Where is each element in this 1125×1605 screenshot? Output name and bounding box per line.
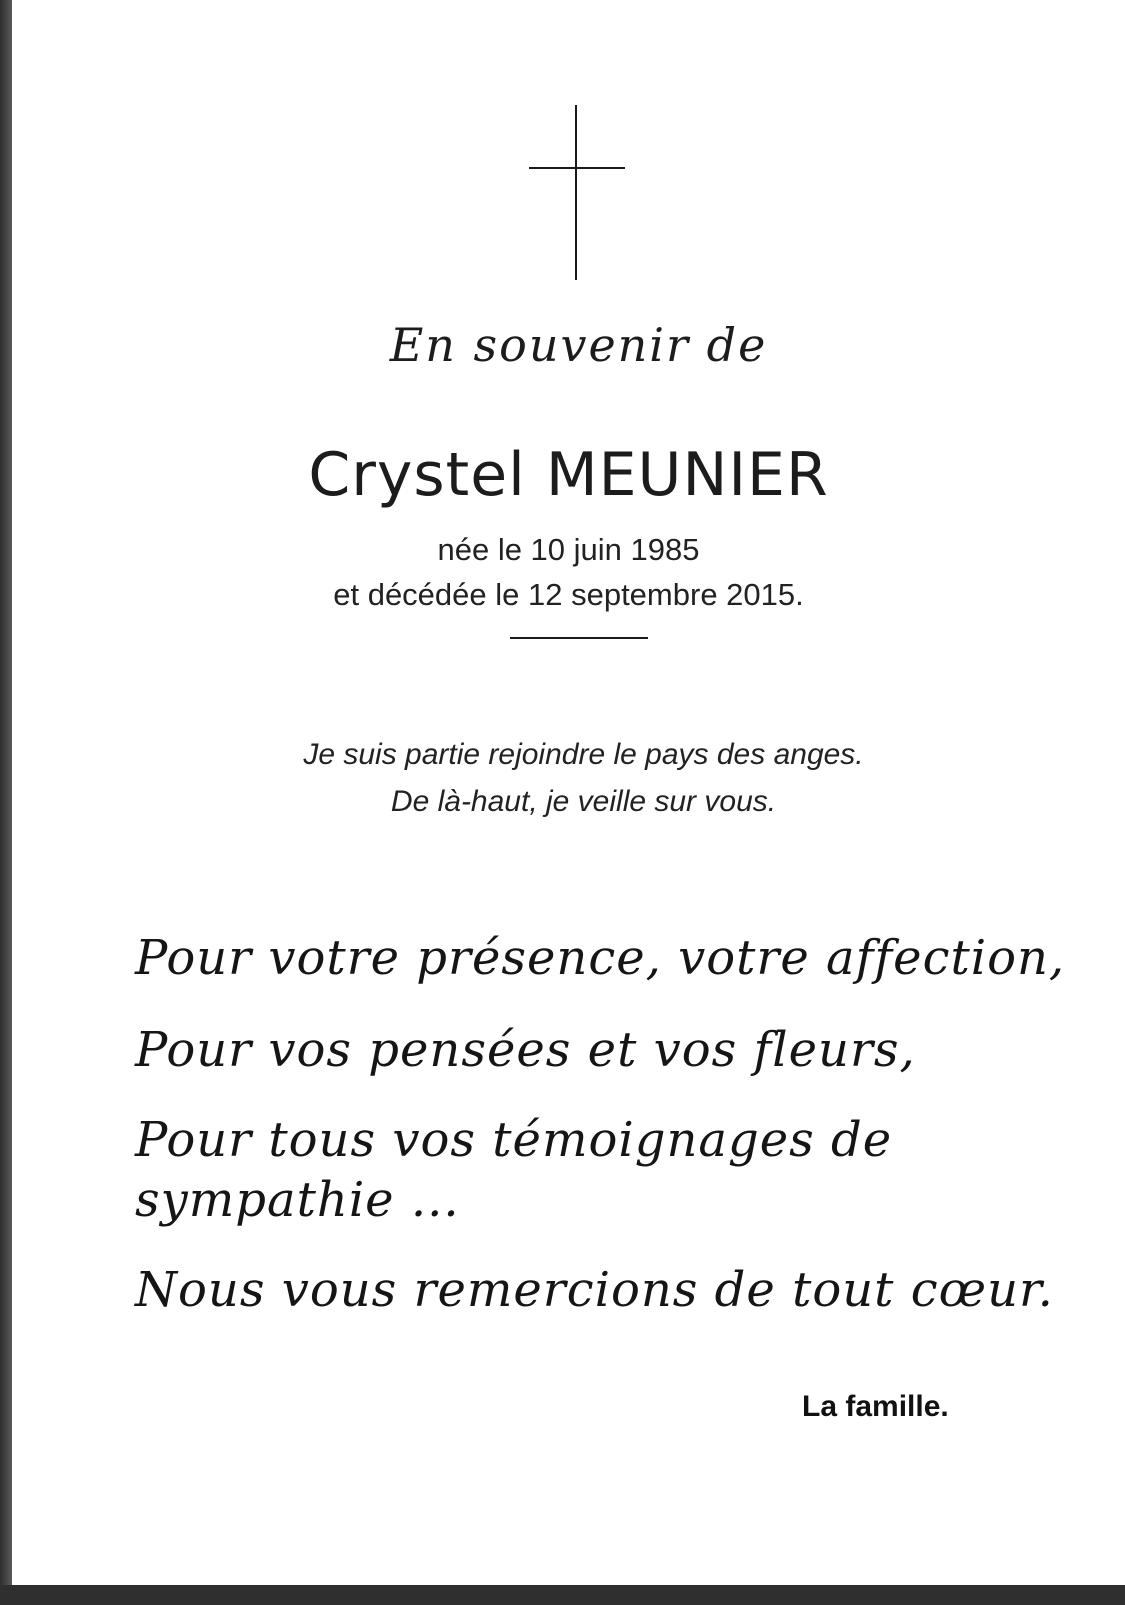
- memorial-card: [12, 0, 1125, 1585]
- thanks-line: sympathie ...: [135, 1172, 460, 1228]
- divider-rule: [510, 637, 648, 639]
- intro-heading: En souvenir de: [389, 318, 768, 372]
- deceased-name: Crystel MEUNIER: [308, 440, 829, 510]
- cross-horizontal-bar: [529, 167, 625, 169]
- cross-vertical-bar: [575, 105, 577, 280]
- scan-edge-bottom: [0, 1585, 1125, 1605]
- birth-date: née le 10 juin 1985: [437, 532, 700, 567]
- thanks-line: Pour votre présence, votre affection,: [135, 930, 1066, 986]
- signature: La famille.: [802, 1390, 949, 1423]
- quote-line: De là-haut, je veille sur vous.: [390, 785, 777, 818]
- thanks-line: Nous vous remercions de tout cœur.: [135, 1262, 1054, 1318]
- thanks-line: Pour tous vos témoignages de: [135, 1112, 893, 1168]
- cross-icon: [529, 105, 625, 280]
- scan-edge-left: [0, 0, 12, 1605]
- death-date: et décédée le 12 septembre 2015.: [333, 577, 804, 612]
- quote-line: Je suis partie rejoindre le pays des anges.: [303, 738, 864, 771]
- thanks-line: Pour vos pensées et vos fleurs,: [135, 1022, 916, 1078]
